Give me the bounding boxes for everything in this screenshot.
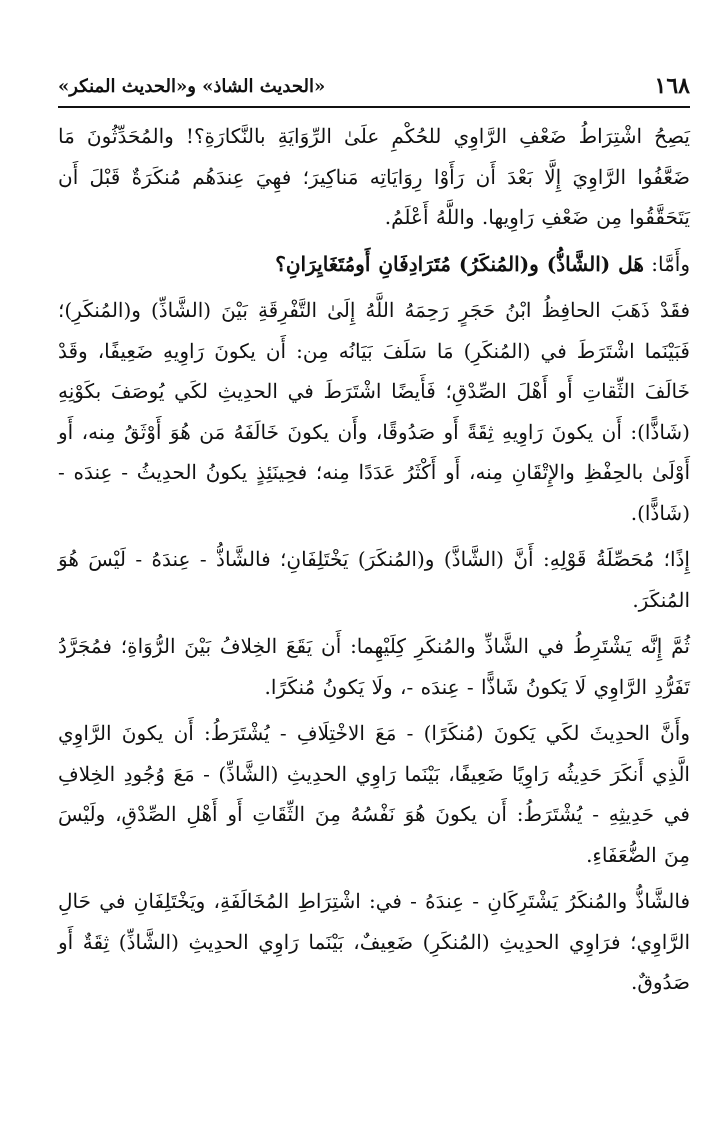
paragraph-5: ثُمَّ إِنَّه يَشْتَرِطُ في الشَّاذِّ والمُنكَرِ كِلَيْهِما: أَن يَقَعَ الخِلافُ بَيْنَ الرُّوَاةِ؛ فمُجَرَّدُ تَفَرُّدِ الرَّاوِي لَا يَكونُ شَاذًّا - عِندَه -، ولَا يَكونُ مُنكَرًا. xyxy=(58,634,690,699)
paragraph-7: فالشَّاذُّ والمُنكَرُ يَشْتَرِكَانِ - عِندَهُ - في: اشْتِرَاطِ المُخَالَفَةِ، ويَخْتَلِفَانِ في حَالِ الرَّاوِي؛ فرَاوِي الحدِيثِ (المُنكَرِ) ضَعِيفٌ، بَيْنَما رَاوِي الحدِيثِ (الشَّاذِّ) ثِقَةٌ أَو صَدُوقٌ. xyxy=(58,889,690,994)
page-number: ١٦٨ xyxy=(654,73,690,99)
paragraph-4: إِذًا؛ مُحَصِّلَةُ قَوْلِهِ: أَنَّ (الشَّاذَّ) و(المُنكَرَ) يَخْتَلِفَانِ؛ فالشَّاذُّ - عِندَهُ - لَيْسَ هُوَ المُنكَرَ. xyxy=(58,547,690,612)
question-text: هَل (الشَّاذُّ) و(المُنكَرُ) مُتَرَادِفَانِ أَومُتَغَايِرَانِ؟ xyxy=(275,251,644,276)
running-title: «الحديث الشاذ» و«الحديث المنكر» xyxy=(58,75,326,97)
page-header xyxy=(58,66,690,108)
question-lead: وأَمَّا: xyxy=(651,251,690,276)
paragraph-1: يَصِحُ اشْتِرَاطُ ضَعْفِ الرَّاوِي للحُكْمِ علَىٰ الرِّوَايَةِ بالنَّكارَةِ؟! والمُحَدِّثُونَ مَا ضَعَّفُوا الرَّاوِيَ إِلَّا بَعْدَ أَن رَأَوْا رِوَايَاتِه مَناكِيرَ؛ فهِيَ عِندَهُم مُنكَرَةٌ قَبْلَ أَن يَتَحَقَّقُوا مِن ضَعْفِ رَاوِيها. واللَّهُ أَعْلَمُ. xyxy=(58,124,690,229)
paragraph-6: وأَنَّ الحدِيثَ لكَي يَكونَ (مُنكَرًا) - مَعَ الاخْتِلَافِ - يُشْتَرَطُ: أَن يكونَ الرَّاوِي الَّذِي أَنكَرَ حَدِيثُه رَاوِيًا ضَعِيفًا، بَيْنَما رَاوِي الحدِيثِ (الشَّاذِّ) - مَعَ وُجُودِ الخِلافِ في حَدِيثِهِ - يُشْتَرَطُ: أَن يكونَ هُوَ نَفْسُهُ مِنَ الثِّقَاتِ أَو أَهْلِ الصِّدْقِ، ولَيْسَ مِنَ الضُّعَفَاءِ. xyxy=(58,721,690,867)
book-page xyxy=(58,66,690,1009)
paragraph-3: فقَدْ ذَهَبَ الحافِظُ ابْنُ حَجَرٍ رَحِمَهُ اللَّهُ إِلَىٰ التَّفْرِقَةِ بَيْنَ (الشَّاذِّ) و(المُنكَرِ)؛ فَبَيْنَما اشْتَرَطَ في (المُنكَرِ) مَا سَلَفَ بَيَانُه مِن: أَن يكونَ رَاوِيهِ ضَعِيفًا، وقَدْ خَالَفَ الثِّقاتِ أَو أَهْلَ الصِّدْقِ؛ فَأَيضًا اشْتَرَطَ في الحدِيثِ لكَي يُوصَفَ بكَوْنِهِ (شَاذًّا): أَن يكونَ رَاوِيهِ ثِقَةً أَو صَدُوقًا، وأَن يكونَ خَالَفَهُ مَن هُوَ أَوْثَقُ مِنه، أَو أَوْلَىٰ بالحِفْظِ والإِتْقَانِ مِنه، أَو أَكْثَرُ عَدَدًا مِنه؛ فحِينَئِذٍ يكونُ الحدِيثُ - عِندَه - (شَاذًّا). xyxy=(58,298,690,525)
page-body xyxy=(58,116,690,1003)
section-question xyxy=(58,244,690,285)
